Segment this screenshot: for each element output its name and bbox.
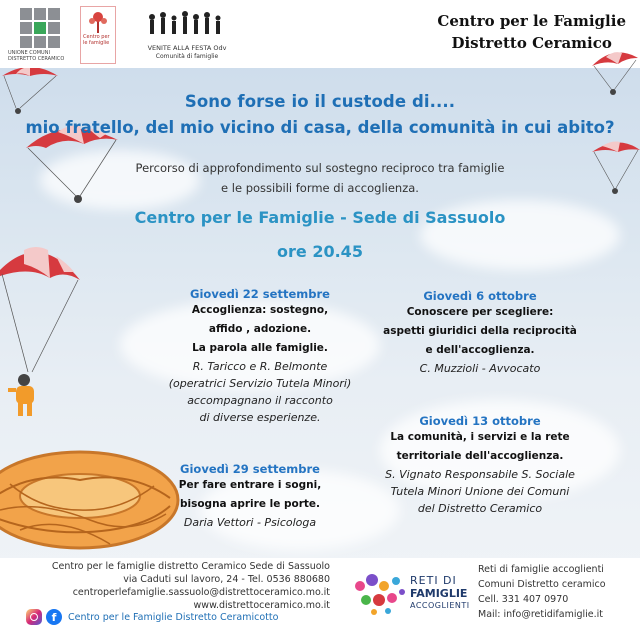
header-title-line2: Distretto Ceramico — [451, 34, 612, 52]
contact-email-link[interactable]: centroperlefamiglie.sassuolo@distrettoceramico.mo.it — [72, 587, 330, 598]
event-topic-line: affido , adozione. — [208, 323, 312, 335]
event-time: ore 20.45 — [277, 242, 363, 261]
event-topic-line: aspetti giuridici della reciprocità — [383, 325, 577, 337]
event-date: Giovedì 13 ottobre — [419, 414, 541, 428]
reti-contact-line: Reti di famiglie accoglienti — [478, 564, 604, 575]
centro-famiglie-logo — [80, 6, 116, 64]
subtitle-line1: Percorso di approfondimento sul sostegno reciproco tra famiglie — [135, 161, 505, 175]
event-topic-line: La parola alle famiglie. — [192, 342, 328, 354]
reti-email-link[interactable]: Mail: info@retidifamiglie.it — [478, 609, 604, 620]
event-speaker-line: accompagnano il racconto — [187, 394, 333, 407]
parachute-illustration — [588, 48, 640, 98]
centro-famiglie-logo-text: Centro per le famiglie — [83, 34, 110, 46]
venite-alla-festa-subtitle: Comunità di famiglie — [155, 53, 219, 60]
unione-comuni-logo — [8, 8, 68, 62]
event-date: Giovedì 29 settembre — [180, 462, 320, 476]
subtitle-line2: e le possibili forme di accoglienza. — [221, 181, 419, 195]
footer-bar — [0, 558, 640, 640]
event-speaker-line: Tutela Minori Unione dei Comuni — [390, 485, 570, 498]
event-speaker-line: (operatrici Servizio Tutela Minori) — [168, 377, 352, 390]
reti-contact-info — [478, 562, 640, 622]
contact-line: Centro per le famiglie distretto Ceramico Sede di Sassuolo — [51, 561, 330, 572]
reti-logo-text-line1: RETI DI — [410, 574, 457, 587]
reti-phone[interactable]: Cell. 331 407 0970 — [478, 594, 569, 605]
event-speaker-line: S. Vignato Responsabile S. Sociale — [385, 468, 575, 481]
reti-contact-line: Comuni Distretto ceramico — [478, 579, 606, 590]
reti-logo-text-line2: FAMIGLIE — [410, 587, 468, 600]
event-speaker-line: R. Taricco e R. Belmonte — [192, 360, 328, 373]
event-topic-line: Accoglienza: sostegno, — [191, 304, 329, 316]
event-speaker-line: di diverse esperienze. — [199, 411, 321, 424]
colored-dots-icon — [352, 572, 408, 616]
event-speaker-line: C. Muzzioli - Avvocato — [419, 362, 541, 375]
social-links — [26, 608, 278, 626]
website-link[interactable]: www.distrettoceramico.mo.it — [193, 600, 330, 611]
unione-comuni-logo-text: UNIONE COMUNI DISTRETTO CERAMICO — [8, 50, 65, 62]
event-topic-line: Conoscere per scegliere: — [406, 306, 554, 318]
header-title-line1: Centro per le Famiglie — [437, 12, 626, 30]
venite-alla-festa-logo — [132, 6, 242, 62]
contact-line: via Caduti sul lavoro, 24 - Tel. 0536 880680 — [123, 574, 330, 585]
venite-alla-festa-name: VENITE ALLA FESTA Odv — [147, 44, 227, 52]
venue: Centro per le Famiglie - Sede di Sassuolo — [134, 208, 506, 227]
social-page-label[interactable]: Centro per le Famiglie Distretto Ceramicotto — [68, 611, 279, 623]
event-topic-line: territoriale dell'accoglienza. — [396, 450, 564, 462]
instagram-icon[interactable] — [26, 609, 42, 625]
contact-info — [0, 560, 330, 612]
event-block — [340, 289, 620, 377]
event-topic-line: Per fare entrare i sogni, — [178, 479, 322, 491]
event-date: Giovedì 22 settembre — [190, 287, 330, 301]
event-topic-line: La comunità, i servizi e la rete — [390, 431, 570, 443]
event-speaker-line: del Distretto Ceramico — [417, 502, 543, 515]
event-block — [340, 414, 620, 517]
event-topic-line: bisogna aprire le porte. — [179, 498, 321, 510]
reti-logo-text-line3: ACCOGLIENTI — [410, 601, 470, 610]
event-speaker-line: Daria Vettori - Psicologa — [183, 516, 317, 529]
event-block — [130, 462, 370, 531]
headline-question-line2: mio fratello, del mio vicino di casa, della comunità in cui abito? — [25, 118, 615, 137]
reti-di-famiglie-logo — [352, 568, 472, 628]
parachute-with-person-illustration — [0, 240, 80, 420]
event-topic-line: e dell'accoglienza. — [425, 344, 535, 356]
event-date: Giovedì 6 ottobre — [423, 289, 537, 303]
headline-question-line1: Sono forse io il custode di.... — [184, 92, 456, 111]
facebook-icon[interactable]: f — [46, 609, 62, 625]
header-bar — [0, 0, 640, 68]
